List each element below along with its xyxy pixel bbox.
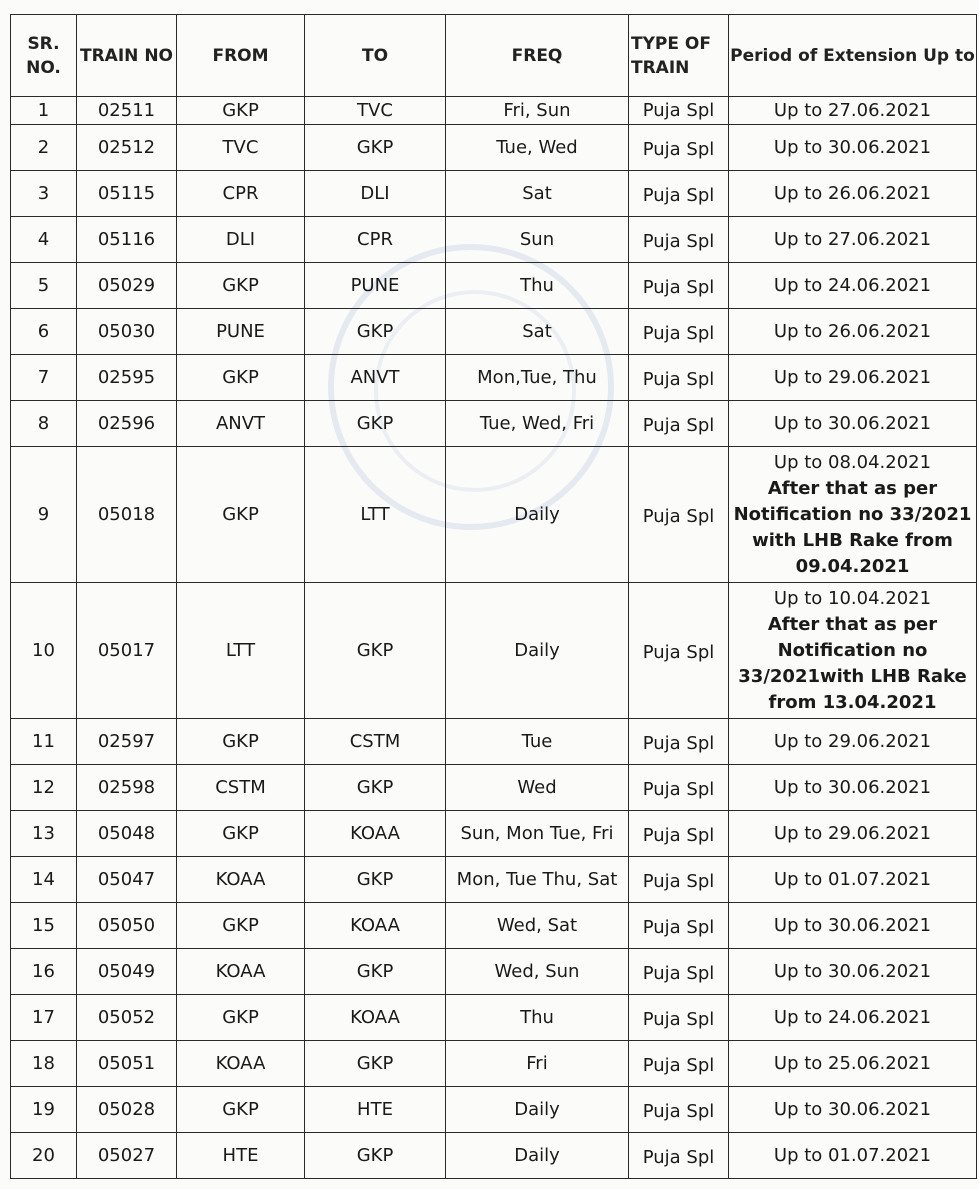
cell-to: CPR <box>305 217 446 263</box>
period-date: Up to 30.06.2021 <box>773 1098 932 1120</box>
cell-period <box>729 1087 977 1133</box>
cell-type-of-train: Puja Spl <box>629 811 729 857</box>
cell-freq: Fri, Sun <box>446 97 629 125</box>
cell-type-of-train: Puja Spl <box>629 263 729 309</box>
cell-period <box>729 995 977 1041</box>
cell-freq: Sun <box>446 217 629 263</box>
cell-train-no: 02596 <box>77 401 177 447</box>
cell-period <box>729 125 977 171</box>
period-note: After that as per Notification no 33/2021 with LHB Rake from 09.04.2021 <box>733 477 972 577</box>
cell-train-no: 05052 <box>77 995 177 1041</box>
cell-train-no: 05017 <box>77 583 177 719</box>
cell-from: GKP <box>177 447 305 583</box>
cell-from: DLI <box>177 217 305 263</box>
cell-to: PUNE <box>305 263 446 309</box>
period-date: Up to 30.06.2021 <box>773 776 932 798</box>
table-row <box>11 765 977 811</box>
cell-freq: Wed, Sat <box>446 903 629 949</box>
table-row <box>11 857 977 903</box>
cell-period <box>729 171 977 217</box>
period-date: Up to 30.06.2021 <box>773 136 932 158</box>
cell-type-of-train: Puja Spl <box>629 1087 729 1133</box>
cell-train-no: 05115 <box>77 171 177 217</box>
cell-period <box>729 355 977 401</box>
cell-train-no: 02597 <box>77 719 177 765</box>
cell-from: KOAA <box>177 1041 305 1087</box>
cell-sr-no: 11 <box>11 719 77 765</box>
cell-sr-no: 5 <box>11 263 77 309</box>
table-row <box>11 903 977 949</box>
cell-sr-no: 14 <box>11 857 77 903</box>
cell-to: GKP <box>305 765 446 811</box>
cell-from: TVC <box>177 125 305 171</box>
cell-period <box>729 765 977 811</box>
period-date: Up to 29.06.2021 <box>773 730 932 752</box>
period-date: Up to 26.06.2021 <box>773 182 932 204</box>
cell-period <box>729 401 977 447</box>
cell-to: GKP <box>305 401 446 447</box>
cell-train-no: 05018 <box>77 447 177 583</box>
cell-to: CSTM <box>305 719 446 765</box>
cell-to: LTT <box>305 447 446 583</box>
cell-sr-no: 7 <box>11 355 77 401</box>
cell-train-no: 05049 <box>77 949 177 995</box>
cell-freq: Wed, Sun <box>446 949 629 995</box>
cell-period <box>729 97 977 125</box>
cell-sr-no: 10 <box>11 583 77 719</box>
table-row <box>11 583 977 719</box>
cell-freq: Daily <box>446 583 629 719</box>
header-to: TO <box>305 15 446 97</box>
cell-type-of-train: Puja Spl <box>629 583 729 719</box>
table-header-row <box>11 15 977 97</box>
cell-from: GKP <box>177 719 305 765</box>
cell-freq: Fri <box>446 1041 629 1087</box>
cell-sr-no: 1 <box>11 97 77 125</box>
period-date: Up to 01.07.2021 <box>773 1144 932 1166</box>
period-date: Up to 27.06.2021 <box>773 228 932 250</box>
cell-type-of-train: Puja Spl <box>629 401 729 447</box>
train-extension-table <box>10 14 977 1179</box>
cell-period <box>729 447 977 583</box>
cell-sr-no: 15 <box>11 903 77 949</box>
cell-to: GKP <box>305 1133 446 1179</box>
header-sr-no: SR. NO. <box>11 15 77 97</box>
header-train-no: TRAIN NO <box>77 15 177 97</box>
cell-type-of-train: Puja Spl <box>629 171 729 217</box>
cell-sr-no: 8 <box>11 401 77 447</box>
cell-from: CSTM <box>177 765 305 811</box>
table-row <box>11 125 977 171</box>
cell-from: HTE <box>177 1133 305 1179</box>
period-date: Up to 27.06.2021 <box>773 99 932 121</box>
table-row <box>11 1133 977 1179</box>
cell-freq: Mon, Tue Thu, Sat <box>446 857 629 903</box>
cell-type-of-train: Puja Spl <box>629 903 729 949</box>
cell-to: HTE <box>305 1087 446 1133</box>
period-date: Up to 01.07.2021 <box>773 868 932 890</box>
cell-sr-no: 12 <box>11 765 77 811</box>
cell-sr-no: 20 <box>11 1133 77 1179</box>
cell-type-of-train: Puja Spl <box>629 857 729 903</box>
cell-from: LTT <box>177 583 305 719</box>
cell-train-no: 02595 <box>77 355 177 401</box>
cell-train-no: 05027 <box>77 1133 177 1179</box>
cell-train-no: 02598 <box>77 765 177 811</box>
cell-sr-no: 3 <box>11 171 77 217</box>
period-date: Up to 24.06.2021 <box>773 274 932 296</box>
cell-from: CPR <box>177 171 305 217</box>
period-note: After that as per Notification no 33/2021with LHB Rake from 13.04.2021 <box>738 613 967 713</box>
cell-type-of-train: Puja Spl <box>629 995 729 1041</box>
cell-sr-no: 17 <box>11 995 77 1041</box>
cell-freq: Thu <box>446 995 629 1041</box>
period-date: Up to 26.06.2021 <box>773 320 932 342</box>
header-from: FROM <box>177 15 305 97</box>
table-row <box>11 171 977 217</box>
cell-sr-no: 2 <box>11 125 77 171</box>
cell-from: ANVT <box>177 401 305 447</box>
cell-sr-no: 4 <box>11 217 77 263</box>
cell-freq: Sat <box>446 309 629 355</box>
period-date: Up to 08.04.2021 <box>773 451 932 473</box>
cell-sr-no: 19 <box>11 1087 77 1133</box>
cell-period <box>729 1133 977 1179</box>
cell-to: GKP <box>305 309 446 355</box>
table-row <box>11 1041 977 1087</box>
cell-to: KOAA <box>305 903 446 949</box>
cell-type-of-train: Puja Spl <box>629 355 729 401</box>
cell-freq: Tue, Wed, Fri <box>446 401 629 447</box>
cell-train-no: 05050 <box>77 903 177 949</box>
cell-period <box>729 309 977 355</box>
period-date: Up to 30.06.2021 <box>773 914 932 936</box>
table-row <box>11 995 977 1041</box>
cell-sr-no: 18 <box>11 1041 77 1087</box>
cell-type-of-train: Puja Spl <box>629 97 729 125</box>
table-row <box>11 1087 977 1133</box>
cell-from: GKP <box>177 903 305 949</box>
cell-from: KOAA <box>177 949 305 995</box>
table-row <box>11 811 977 857</box>
cell-type-of-train: Puja Spl <box>629 949 729 995</box>
cell-freq: Thu <box>446 263 629 309</box>
table-row <box>11 401 977 447</box>
cell-train-no: 05051 <box>77 1041 177 1087</box>
cell-sr-no: 16 <box>11 949 77 995</box>
cell-period <box>729 949 977 995</box>
cell-freq: Daily <box>446 1087 629 1133</box>
cell-freq: Sat <box>446 171 629 217</box>
cell-to: GKP <box>305 125 446 171</box>
cell-period <box>729 903 977 949</box>
cell-sr-no: 13 <box>11 811 77 857</box>
period-date: Up to 10.04.2021 <box>773 587 932 609</box>
cell-type-of-train: Puja Spl <box>629 125 729 171</box>
period-date: Up to 29.06.2021 <box>773 366 932 388</box>
header-period-of-extension: Period of Extension Up to <box>729 15 977 97</box>
table-row <box>11 97 977 125</box>
cell-from: GKP <box>177 1087 305 1133</box>
cell-to: GKP <box>305 583 446 719</box>
cell-period <box>729 857 977 903</box>
cell-from: KOAA <box>177 857 305 903</box>
header-freq: FREQ <box>446 15 629 97</box>
cell-freq: Mon,Tue, Thu <box>446 355 629 401</box>
cell-period <box>729 719 977 765</box>
cell-freq: Tue, Wed <box>446 125 629 171</box>
period-date: Up to 24.06.2021 <box>773 1006 932 1028</box>
header-type-of-train: TYPE OF TRAIN <box>629 15 729 97</box>
cell-freq: Tue <box>446 719 629 765</box>
cell-train-no: 05047 <box>77 857 177 903</box>
cell-from: GKP <box>177 355 305 401</box>
cell-sr-no: 9 <box>11 447 77 583</box>
cell-freq: Sun, Mon Tue, Fri <box>446 811 629 857</box>
cell-period <box>729 217 977 263</box>
table-row <box>11 309 977 355</box>
table-row <box>11 447 977 583</box>
cell-from: PUNE <box>177 309 305 355</box>
cell-from: GKP <box>177 811 305 857</box>
period-date: Up to 29.06.2021 <box>773 822 932 844</box>
cell-type-of-train: Puja Spl <box>629 217 729 263</box>
cell-type-of-train: Puja Spl <box>629 309 729 355</box>
period-date: Up to 30.06.2021 <box>773 412 932 434</box>
cell-train-no: 05028 <box>77 1087 177 1133</box>
cell-period <box>729 583 977 719</box>
cell-freq: Daily <box>446 1133 629 1179</box>
cell-type-of-train: Puja Spl <box>629 1133 729 1179</box>
period-date: Up to 25.06.2021 <box>773 1052 932 1074</box>
cell-period <box>729 1041 977 1087</box>
cell-freq: Wed <box>446 765 629 811</box>
cell-to: TVC <box>305 97 446 125</box>
cell-to: KOAA <box>305 811 446 857</box>
table-row <box>11 949 977 995</box>
cell-to: KOAA <box>305 995 446 1041</box>
cell-to: ANVT <box>305 355 446 401</box>
cell-to: GKP <box>305 949 446 995</box>
cell-type-of-train: Puja Spl <box>629 1041 729 1087</box>
table-row <box>11 263 977 309</box>
cell-period <box>729 263 977 309</box>
period-date: Up to 30.06.2021 <box>773 960 932 982</box>
table-row <box>11 217 977 263</box>
cell-freq: Daily <box>446 447 629 583</box>
cell-to: DLI <box>305 171 446 217</box>
cell-type-of-train: Puja Spl <box>629 765 729 811</box>
cell-from: GKP <box>177 995 305 1041</box>
cell-train-no: 02512 <box>77 125 177 171</box>
cell-type-of-train: Puja Spl <box>629 447 729 583</box>
cell-type-of-train: Puja Spl <box>629 719 729 765</box>
cell-train-no: 05030 <box>77 309 177 355</box>
cell-from: GKP <box>177 97 305 125</box>
cell-train-no: 02511 <box>77 97 177 125</box>
cell-to: GKP <box>305 857 446 903</box>
table-row <box>11 719 977 765</box>
cell-train-no: 05116 <box>77 217 177 263</box>
cell-period <box>729 811 977 857</box>
cell-from: GKP <box>177 263 305 309</box>
cell-train-no: 05048 <box>77 811 177 857</box>
cell-to: GKP <box>305 1041 446 1087</box>
table-row <box>11 355 977 401</box>
cell-train-no: 05029 <box>77 263 177 309</box>
cell-sr-no: 6 <box>11 309 77 355</box>
